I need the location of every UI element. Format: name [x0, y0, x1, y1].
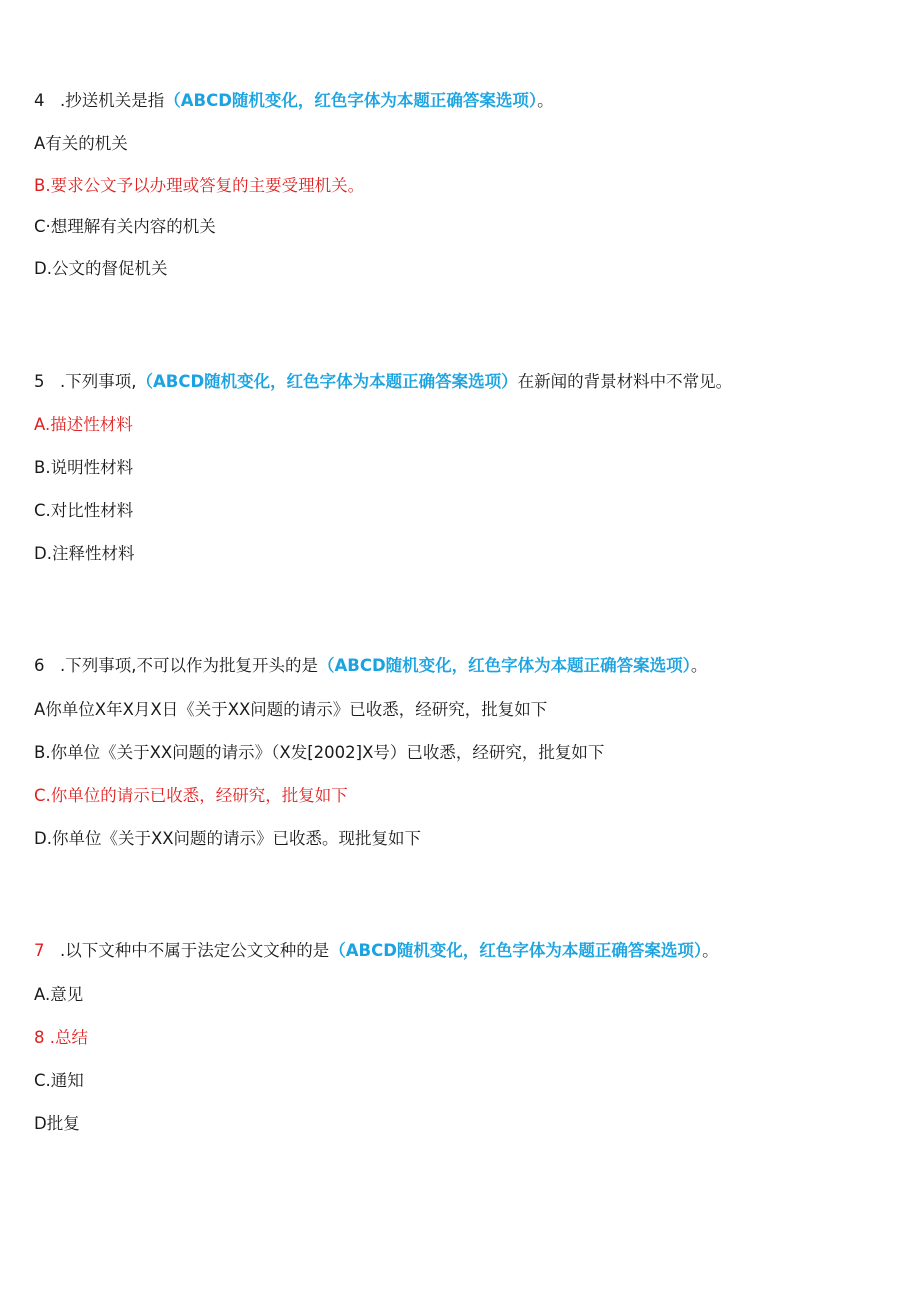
stem-text-after: 。	[690, 656, 708, 675]
answer-hint: （ABCD随机变化，红色字体为本题正确答案选项）	[136, 372, 518, 391]
stem-text: .下列事项,不可以作为批复开头的是	[60, 656, 318, 675]
question-number: 5	[34, 372, 45, 391]
option-d: D.公文的督促机关	[34, 259, 168, 278]
option-a-correct: A.描述性材料	[34, 415, 133, 434]
question-number: 7	[34, 941, 45, 960]
option-a: A.意见	[34, 985, 84, 1004]
question-6-stem	[34, 655, 707, 677]
option-b-correct: B.要求公文予以办理或答复的主要受理机关。	[34, 176, 365, 195]
question-7-stem	[34, 940, 719, 962]
stem-text: .以下文种中不属于法定公文文种的是	[60, 941, 330, 960]
option-d: D.注释性材料	[34, 544, 135, 563]
stem-text-after: 。	[537, 91, 554, 110]
answer-hint: （ABCD随机变化，红色字体为本题正确答案选项）	[164, 91, 538, 110]
answer-hint: （ABCD随机变化，红色字体为本题正确答案选项）	[318, 656, 691, 675]
option-a: A有关的机关	[34, 134, 128, 153]
option-b-correct: 8 .总结	[34, 1028, 88, 1047]
option-d: D批复	[34, 1114, 80, 1133]
answer-hint: （ABCD随机变化，红色字体为本题正确答案选项）	[329, 941, 703, 960]
question-number: 6	[34, 656, 45, 675]
option-c: C·想理解有关内容的机关	[34, 217, 216, 236]
question-5-stem	[34, 371, 732, 393]
option-c-correct: C.你单位的请示已收悉，经研究，批复如下	[34, 786, 348, 805]
stem-text-after: 在新闻的背景材料中不常见。	[517, 372, 733, 391]
option-c: C.通知	[34, 1071, 84, 1090]
option-a: A你单位X年X月X日《关于XX问题的请示》已收悉，经研究，批复如下	[34, 700, 548, 719]
option-c: C.对比性材料	[34, 501, 134, 520]
option-b: B.你单位《关于XX问题的请示》（X发[2002]X号）已收悉，经研究，批复如下	[34, 743, 605, 762]
stem-text: .下列事项,	[60, 372, 137, 391]
option-d: D.你单位《关于XX问题的请示》已收悉。现批复如下	[34, 829, 422, 848]
question-number: 4	[34, 91, 45, 110]
stem-text-after: 。	[702, 941, 719, 960]
option-b: B.说明性材料	[34, 458, 134, 477]
stem-text: .抄送机关是指	[60, 91, 165, 110]
question-4-stem	[34, 90, 554, 112]
